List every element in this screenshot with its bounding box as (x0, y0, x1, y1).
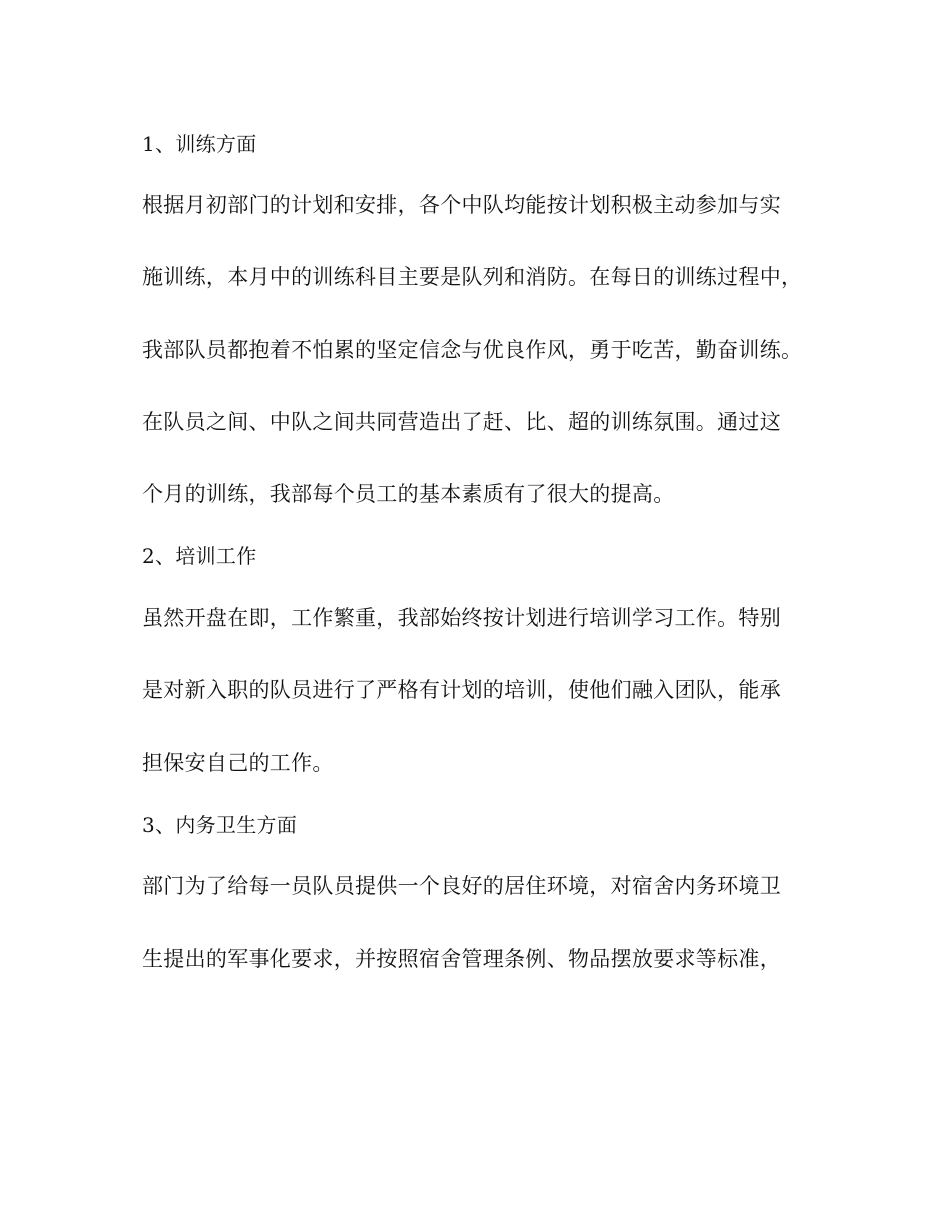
paragraph-line: 个月的训练，我部每个员工的基本素质有了很大的提高。 (142, 482, 675, 506)
section-heading-training-work: 2、培训工作 (142, 544, 257, 568)
paragraph-line: 担保安自己的工作。 (142, 751, 334, 775)
section-heading-housekeeping: 3、内务卫生方面 (142, 813, 298, 837)
paragraph-line: 在队员之间、中队之间共同营造出了赶、比、超的训练氛围。通过这 (142, 410, 781, 434)
paragraph-line: 是对新入职的队员进行了严格有计划的培训，使他们融入团队，能承 (142, 678, 781, 702)
paragraph-line: 根据月初部门的计划和安排，各个中队均能按计划积极主动参加与实 (142, 193, 781, 217)
section-heading-training: 1、训练方面 (142, 132, 257, 156)
paragraph-line: 虽然开盘在即，工作繁重，我部始终按计划进行培训学习工作。特别 (142, 606, 781, 630)
paragraph-line: 施训练，本月中的训练科目主要是队列和消防。在每日的训练过程中， (142, 265, 803, 289)
paragraph-line: 生提出的军事化要求，并按照宿舍管理条例、物品摆放要求等标准， (142, 947, 781, 971)
paragraph-line: 部门为了给每一员队员提供一个良好的居住环境，对宿舍内务环境卫 (142, 874, 781, 898)
paragraph-line: 我部队员都抱着不怕累的坚定信念与优良作风，勇于吃苦，勤奋训练。 (142, 338, 803, 362)
